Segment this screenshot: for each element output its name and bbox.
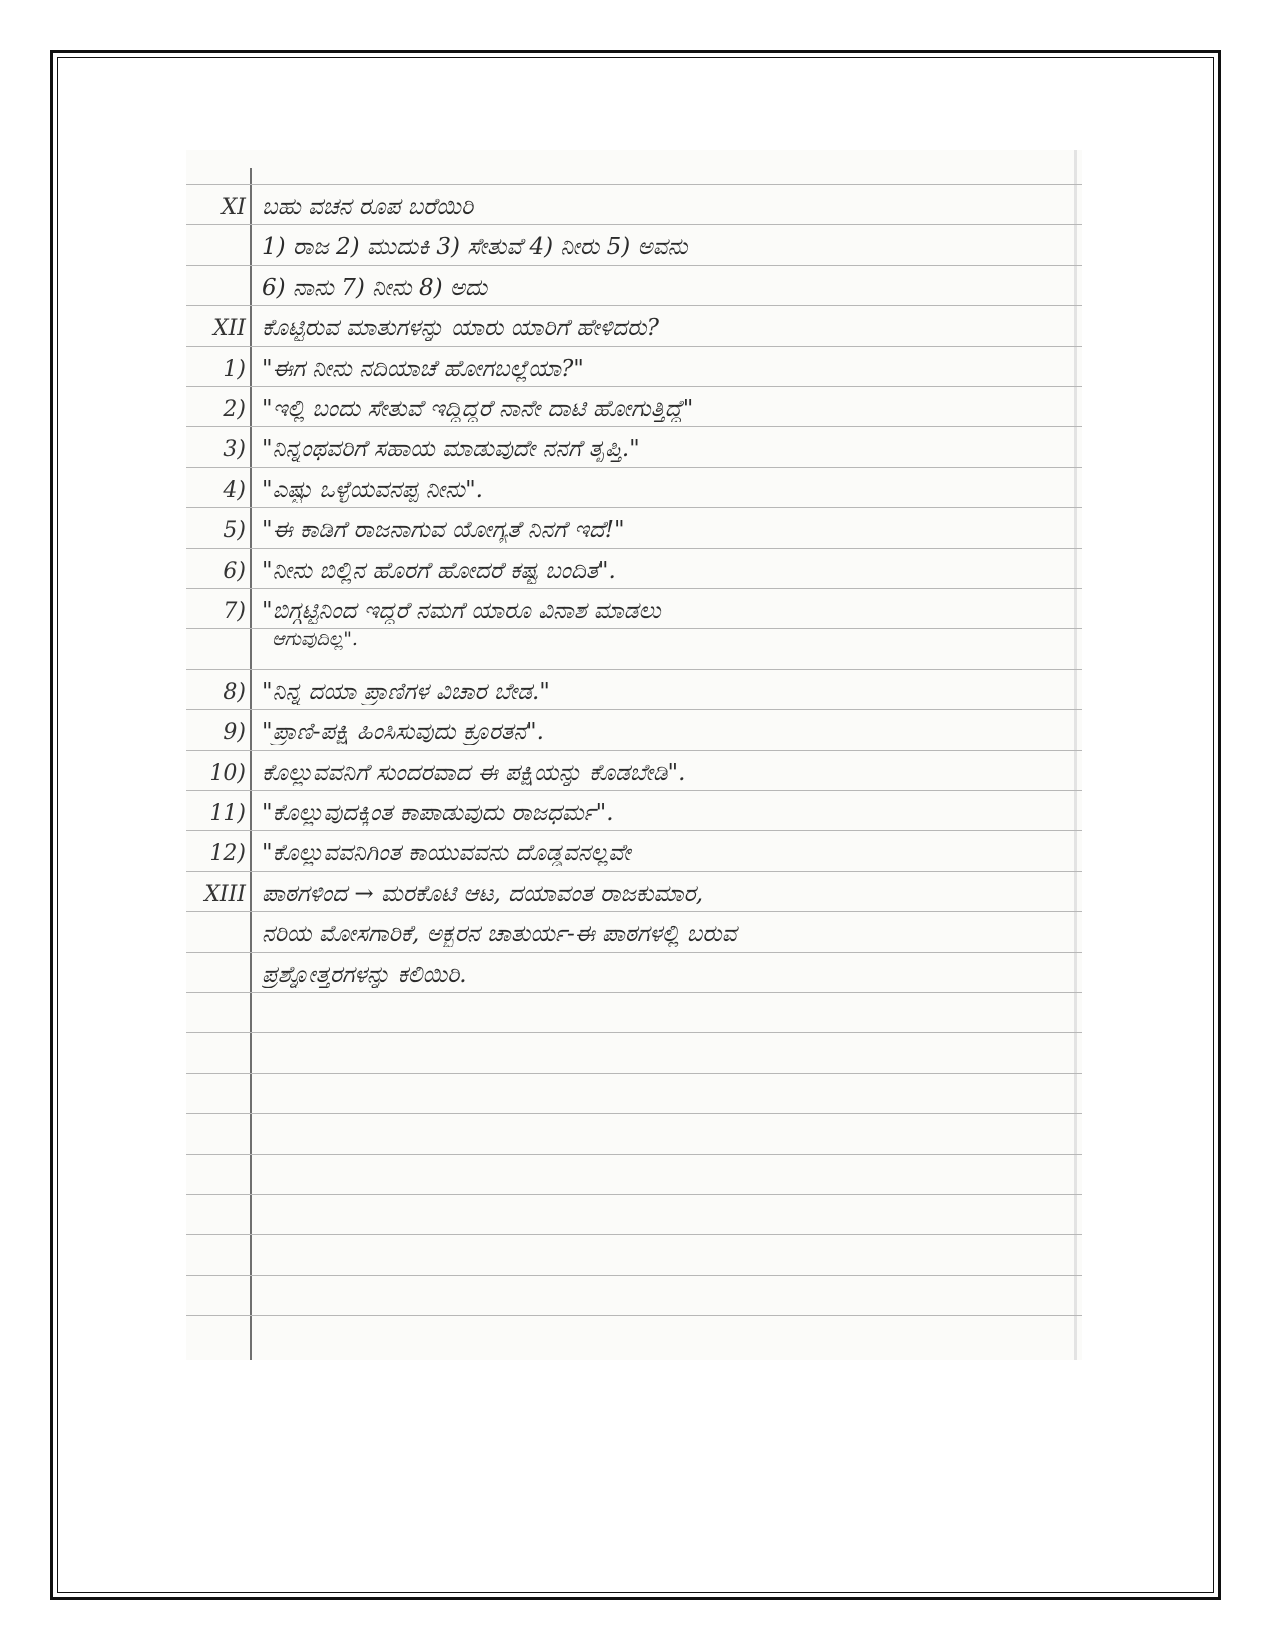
line-text: ಪ್ರಶ್ನೋತ್ತರಗಳನ್ನು ಕಲಿಯಿರಿ. (262, 961, 467, 988)
line-text: 6) ನಾನು 7) ನೀನು 8) ಅದು (262, 274, 488, 301)
text-line (186, 871, 1082, 911)
line-text: "ಕೊಲ್ಲುವುದಕ್ಕಿಂತ ಕಾಪಾಡುವುದು ರಾಜಧರ್ಮ". (262, 800, 614, 826)
text-line (186, 588, 1082, 650)
text-line (186, 386, 1082, 426)
line-text: ನರಿಯ ಮೋಸಗಾರಿಕೆ, ಅಕ್ಬರನ ಚಾತುರ್ಯ-ಈ ಪಾಠಗಳಲ್ಲಿ ಬರುವ (262, 921, 737, 948)
text-line (186, 911, 1082, 951)
ruled-line (186, 1194, 1082, 1195)
ruled-line (186, 1032, 1082, 1033)
line-text: 1) ರಾಜ 2) ಮುದುಕಿ 3) ಸೇತುವೆ 4) ನೀರು 5) ಅವನು (262, 234, 688, 261)
line-text: "ಈ ಕಾಡಿಗೆ ರಾಜನಾಗುವ ಯೋಗ್ಯತೆ ನಿನಗೆ ಇದೆ!" (262, 517, 625, 544)
item-number: 7) (223, 599, 246, 624)
line-text: "ಪ್ರಾಣಿ-ಪಕ್ಷಿ ಹಿಂಸಿಸುವುದು ಕ್ರೂರತನ". (262, 719, 544, 746)
item-number: 4) (223, 477, 246, 503)
item-number: 9) (223, 720, 246, 746)
line-text: ಕೊಟ್ಟಿರುವ ಮಾತುಗಳನ್ನು ಯಾರು ಯಾರಿಗೆ ಹೇಳಿದರು? (262, 315, 659, 342)
ruled-line (186, 992, 1082, 993)
line-text: ಬಹು ವಚನ ರೂಪ ಬರೆಯಿರಿ (262, 194, 474, 220)
item-number: 11) (209, 801, 246, 826)
item-number: XII (212, 316, 246, 342)
text-line (186, 750, 1082, 790)
text-line (186, 346, 1082, 386)
line-text: ಕೊಲ್ಲುವವನಿಗೆ ಸುಂದರವಾದ ಈ ಪಕ್ಷಿಯನ್ನು ಕೊಡಬೇಡಿ". (262, 759, 686, 786)
text-line (186, 184, 1082, 224)
item-number: 3) (223, 437, 246, 463)
text-line (186, 952, 1082, 992)
text-line (186, 830, 1082, 870)
text-line (186, 507, 1082, 547)
line-text: "ಈಗ ನೀನು ನದಿಯಾಚೆ ಹೋಗಬಲ್ಲೆಯಾ?" (262, 355, 584, 382)
line-text: "ನಿನ್ನ ದಯಾ ಪ್ರಾಣಿಗಳ ವಿಚಾರ ಬೇಡ." (262, 678, 550, 705)
item-number: 2) (223, 397, 246, 422)
ruled-line (186, 1154, 1082, 1155)
text-line (186, 669, 1082, 709)
ruled-line (186, 1315, 1082, 1316)
item-number: 1) (223, 356, 246, 382)
item-number: 8) (223, 679, 246, 705)
ruled-line (186, 1073, 1082, 1074)
ruled-line (186, 1113, 1082, 1114)
text-line (186, 265, 1082, 305)
handwritten-notebook-page (186, 150, 1082, 1360)
line-text-continued: ಆಗುವುದಿಲ್ಲ". (272, 628, 358, 650)
text-line (186, 709, 1082, 749)
line-text: ಪಾಠಗಳಿಂದ → ಮರಕೊಟಿ ಆಟ, ದಯಾವಂತ ರಾಜಕುಮಾರ, (262, 880, 704, 907)
item-number: 12) (209, 841, 246, 867)
text-line (186, 224, 1082, 264)
text-line (186, 548, 1082, 588)
ruled-line (186, 1234, 1082, 1235)
line-text: "ಕೊಲ್ಲುವವನಿಗಿಂತ ಕಾಯುವವನು ದೊಡ್ಡವನಲ್ಲವೇ (262, 840, 631, 867)
text-line (186, 790, 1082, 830)
item-number: 5) (223, 518, 246, 544)
text-line (186, 426, 1082, 466)
item-number: XI (221, 195, 246, 220)
line-text: "ಬಿಗ್ಗಟ್ಟಿನಿಂದ ಇದ್ದರೆ ನಮಗೆ ಯಾರೂ ವಿನಾಶ ಮಾಡಲು (262, 598, 661, 624)
text-line (186, 467, 1082, 507)
item-number: XIII (204, 881, 246, 907)
item-number: 10) (209, 760, 246, 786)
line-text: "ನೀನು ಬಿಲ್ಲಿನ ಹೊರಗೆ ಹೋದರೆ ಕಷ್ಟ ಬಂದಿತ". (262, 557, 616, 584)
line-text: "ಎಷ್ಟು ಒಳ್ಳೆಯವನಪ್ಪ ನೀನು". (262, 476, 483, 503)
ruled-line (186, 1275, 1082, 1276)
line-text: "ನಿನ್ನಂಥವರಿಗೆ ಸಹಾಯ ಮಾಡುವುದೇ ನನಗೆ ತೃಪ್ತಿ." (262, 436, 640, 463)
item-number: 6) (223, 558, 246, 584)
text-line (186, 305, 1082, 345)
line-text: "ಇಲ್ಲಿ ಬಂದು ಸೇತುವೆ ಇದ್ದಿದ್ದರೆ ನಾನೇ ದಾಟಿ ಹೋಗುತ್ತಿದ್ದೆ" (262, 396, 694, 422)
